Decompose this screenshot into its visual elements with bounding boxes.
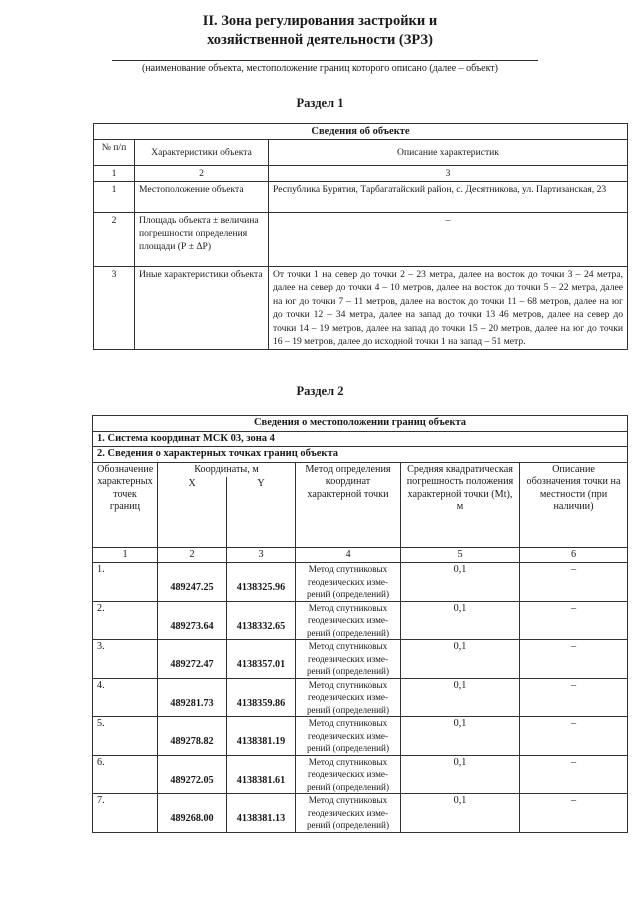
point-number: 6. <box>93 755 158 794</box>
point-number: 5. <box>93 717 158 756</box>
point-method: Метод спутниковых геодезических изме-рений (определений) <box>296 678 401 717</box>
title-line-1: II. Зона регулирования застройки и <box>202 13 438 29</box>
table-row <box>93 601 628 640</box>
table-row <box>93 794 628 833</box>
point-y: 4138381.13 <box>227 794 296 833</box>
point-y: 4138357.01 <box>227 640 296 679</box>
row-number: 1 <box>94 182 135 213</box>
col-num: 3 <box>269 166 628 182</box>
point-x: 489273.64 <box>158 601 227 640</box>
title-line-2: хозяйственной деятельности (ЗРЗ) <box>207 32 433 48</box>
col-error-header: Средняя квадратическая погрешность положения характерной точки (Mt), м <box>401 462 520 547</box>
point-description: – <box>520 794 628 833</box>
point-x: 489281.73 <box>158 678 227 717</box>
point-method: Метод спутниковых геодезических изме-рений (определений) <box>296 563 401 602</box>
col-desc-header: Описание характеристик <box>269 140 628 166</box>
point-y: 4138381.61 <box>227 755 296 794</box>
point-method: Метод спутниковых геодезических изме-рений (определений) <box>296 794 401 833</box>
row-name: Иные характеристики объекта <box>135 267 269 350</box>
point-description: – <box>520 717 628 756</box>
point-x: 489272.05 <box>158 755 227 794</box>
col-num: 6 <box>520 547 628 563</box>
point-method: Метод спутниковых геодезических изме-рений (определений) <box>296 601 401 640</box>
points-title: 2. Сведения о характерных точках границ объекта <box>93 447 628 463</box>
col-num: 2 <box>135 166 269 182</box>
col-num: 4 <box>296 547 401 563</box>
row-name: Площадь объекта ± величина погрешности определения площади (Р ± ΔР) <box>135 213 269 267</box>
title-underline <box>112 60 538 61</box>
point-x: 489247.25 <box>158 563 227 602</box>
table-row <box>94 213 628 267</box>
col-descr-header: Описание обозначения точки на местности (при наличии) <box>520 462 628 547</box>
point-y: 4138325.96 <box>227 563 296 602</box>
boundary-points-table <box>92 415 628 833</box>
point-error: 0,1 <box>401 678 520 717</box>
point-error: 0,1 <box>401 755 520 794</box>
point-method: Метод спутниковых геодезических изме-рений (определений) <box>296 640 401 679</box>
table-row <box>94 182 628 213</box>
table-row <box>93 563 628 602</box>
col-method-header: Метод определения координат характерной точки <box>296 462 401 547</box>
point-x: 489278.82 <box>158 717 227 756</box>
row-number: 2 <box>94 213 135 267</box>
object-subnote: (наименование объекта, местоположение границ которого описано (далее – объект) <box>141 63 499 74</box>
col-x-header: X <box>158 477 227 547</box>
section1-heading: Раздел 1 <box>296 96 344 110</box>
col-designation-header: Обозначение характерных точек границ <box>93 462 158 547</box>
point-description: – <box>520 678 628 717</box>
point-error: 0,1 <box>401 640 520 679</box>
point-number: 4. <box>93 678 158 717</box>
object-table-title: Сведения об объекте <box>94 124 628 140</box>
point-error: 0,1 <box>401 601 520 640</box>
col-num: 2 <box>158 547 227 563</box>
col-num: 1 <box>93 547 158 563</box>
row-desc: От точки 1 на север до точки 2 – 23 метра, далее на восток до точки 3 – 24 метра, далее на север до точки 4 – 10 метров, далее на восток до точки 5 – 22 метра, далее на юг до точки 7 – 11 метров, далее на восток до точки 11 – 68 метров, далее на юг до точки 12 – 34 метра, далее на запад до точки 13 46 метров, далее на север до точки 14 – 19 метров, далее на запад до точки 15 – 20 метров, далее на юг до точки 16 – 19 метров, далее до исходной точки 1 на запад – 51 метр. <box>269 267 628 350</box>
col-y-header: Y <box>227 477 296 547</box>
point-number: 7. <box>93 794 158 833</box>
row-desc: – <box>269 213 628 267</box>
point-error: 0,1 <box>401 563 520 602</box>
point-y: 4138381.19 <box>227 717 296 756</box>
row-number: 3 <box>94 267 135 350</box>
col-num: 5 <box>401 547 520 563</box>
point-description: – <box>520 601 628 640</box>
point-number: 3. <box>93 640 158 679</box>
col-char-header: Характеристики объекта <box>135 140 269 166</box>
col-num: 3 <box>227 547 296 563</box>
table-row <box>93 640 628 679</box>
row-desc: Республика Бурятия, Тарбагатайский район, с. Десятникова, ул. Партизанская, 23 <box>269 182 628 213</box>
table-row <box>93 755 628 794</box>
point-error: 0,1 <box>401 717 520 756</box>
point-description: – <box>520 563 628 602</box>
table-row <box>93 678 628 717</box>
point-number: 2. <box>93 601 158 640</box>
point-method: Метод спутниковых геодезических изме-рений (определений) <box>296 717 401 756</box>
boundary-table-title: Сведения о местоположении границ объекта <box>93 416 628 432</box>
point-description: – <box>520 640 628 679</box>
object-info-table <box>93 123 628 350</box>
point-method: Метод спутниковых геодезических изме-рений (определений) <box>296 755 401 794</box>
col-no-header: № п/п <box>94 140 135 166</box>
point-x: 489268.00 <box>158 794 227 833</box>
point-error: 0,1 <box>401 794 520 833</box>
table-row <box>94 267 628 350</box>
col-num: 1 <box>94 166 135 182</box>
document-title <box>0 12 640 50</box>
table-row <box>93 717 628 756</box>
point-y: 4138359.86 <box>227 678 296 717</box>
coordinate-system: 1. Система координат МСК 03, зона 4 <box>93 431 628 447</box>
row-name: Местоположение объекта <box>135 182 269 213</box>
point-number: 1. <box>93 563 158 602</box>
point-y: 4138332.65 <box>227 601 296 640</box>
point-x: 489272.47 <box>158 640 227 679</box>
col-coords-header: Координаты, м <box>158 462 296 477</box>
section2-heading: Раздел 2 <box>296 384 344 398</box>
point-description: – <box>520 755 628 794</box>
